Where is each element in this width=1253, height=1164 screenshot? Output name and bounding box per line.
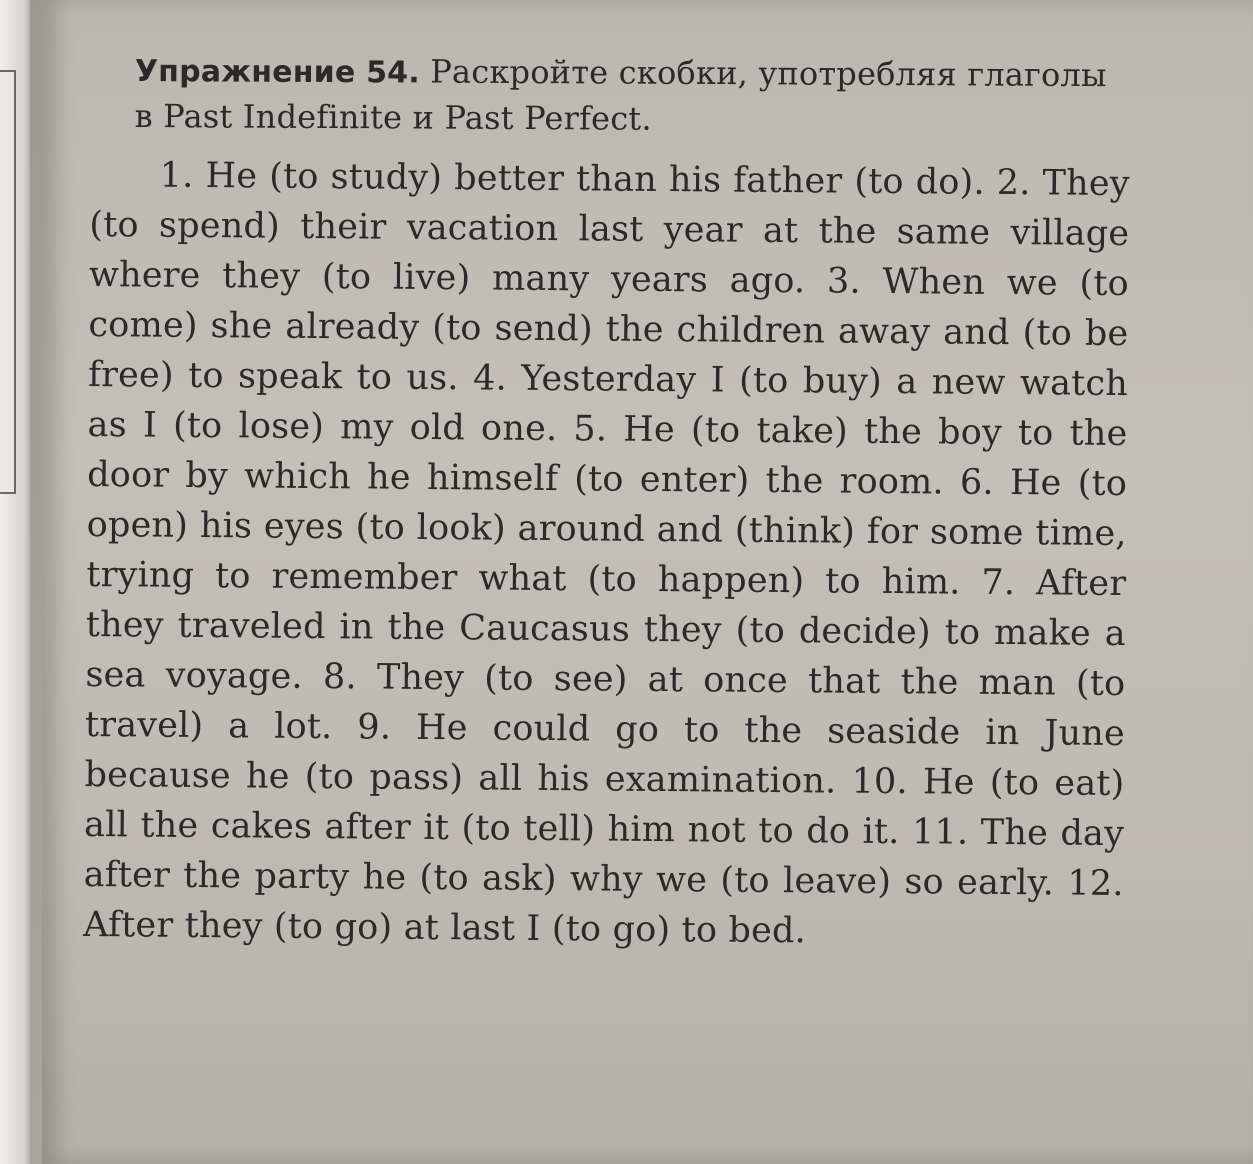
left-page-frame bbox=[0, 70, 16, 494]
exercise-instruction: Раскройте скобки, употребляя глаголы в Past Indefinite и Past Perfect. bbox=[134, 52, 1107, 138]
exercise-text: 1. He (to study) better than his father (to do). 2. They (to spend) their vacation last year at the same village where they (to live) many years ago. 3. When we (to come) she already (to send) the children away and (to be free) to speak to us. 4. Yesterday I (to buy) a new watch as I (to lose) my old one. 5. He (to take) the boy to the door by which he himself (to enter) the room. 6. He (to open) his eyes (to look) around and (think) for some time, trying to remember what (to happen) to him. 7. After they traveled in the Caucasus they (to decide) to make a sea voyage. 8. They (to see) at once that the man (to travel) a lot. 9. He could go to the seaside in June because he (to pass) all his examination. 10. He (to eat) all the cakes after it (to tell) him not to do it. 11. The day after the party he (to ask) why we (to leave) so early. 12. After they (to go) at last I (to go) to bed. bbox=[83, 155, 1130, 952]
exercise-title: Упражнение 54. bbox=[134, 53, 420, 91]
exercise-heading bbox=[135, 48, 1115, 143]
left-page-edge bbox=[0, 0, 30, 1164]
